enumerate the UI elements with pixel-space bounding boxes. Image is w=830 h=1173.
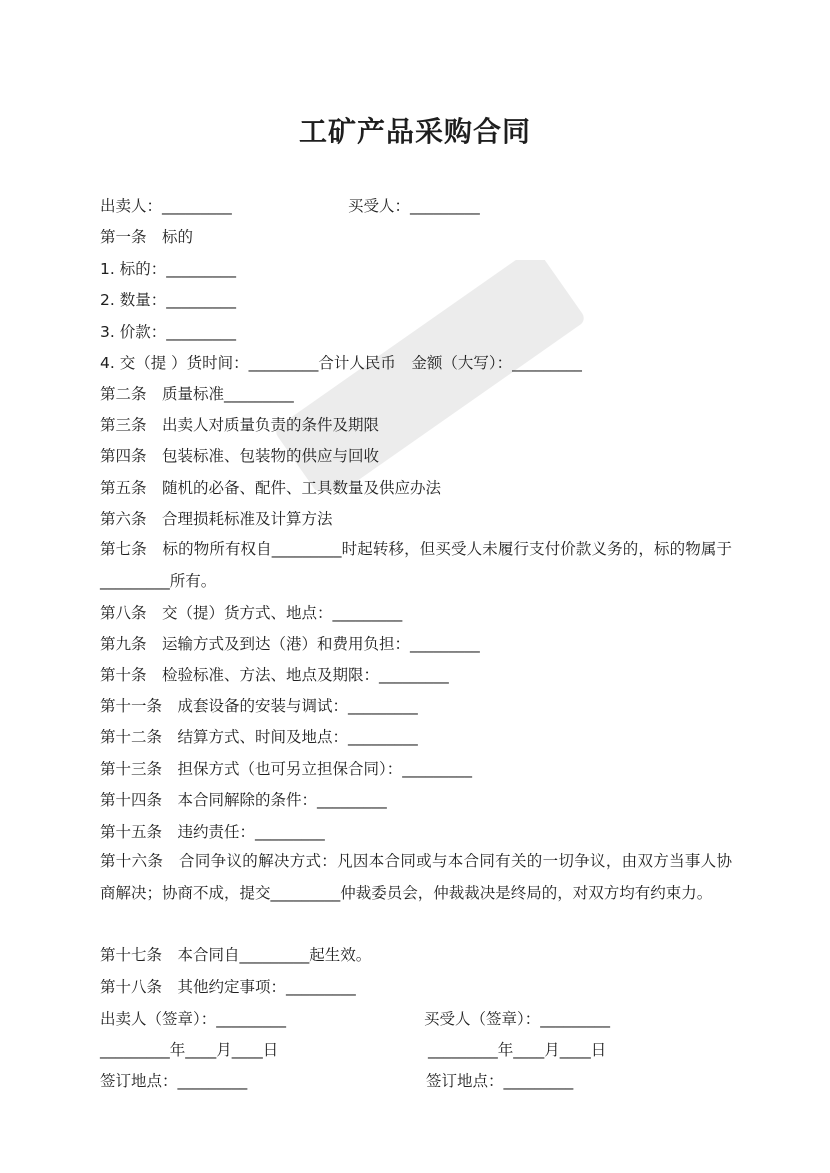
article-7: 第七条 标的物所有权自_________时起转移，但买受人未履行支付价款义务的，标的物属于_________所有。 (100, 540, 732, 590)
seller-sign-place: 签订地点：_________ (100, 1072, 248, 1090)
article-4: 第四条 包装标准、包装物的供应与回收 (100, 447, 380, 465)
seller-label: 出卖人：_________ (100, 197, 232, 215)
article-8: 第八条 交（提）货方式、地点：_________ (100, 604, 403, 622)
article-5: 第五条 随机的必备、配件、工具数量及供应办法 (100, 479, 442, 497)
article-1-item-price: 3. 价款：_________ (100, 323, 236, 341)
article-1: 第一条 标的 (100, 228, 194, 246)
article-18: 第十八条 其他约定事项：_________ (100, 978, 356, 996)
article-1-item-subject: 1. 标的：_________ (100, 260, 236, 278)
buyer-sign-date: _________年____月____日 (428, 1041, 607, 1059)
article-2: 第二条 质量标准_________ (100, 385, 294, 403)
seller-signature: 出卖人（签章）：_________ (100, 1010, 287, 1028)
article-10: 第十条 检验标准、方法、地点及期限：_________ (100, 666, 449, 684)
seller-sign-date: _________年____月____日 (100, 1041, 279, 1059)
buyer-signature: 买受人（签章）：_________ (424, 1010, 611, 1028)
page-title: 工矿产品采购合同 (298, 115, 531, 148)
article-14: 第十四条 本合同解除的条件：_________ (100, 791, 387, 809)
article-12: 第十二条 结算方式、时间及地点：_________ (100, 728, 418, 746)
article-13: 第十三条 担保方式（也可另立担保合同）：_________ (100, 760, 473, 778)
article-16: 第十六条 合同争议的解决方式：凡因本合同或与本合同有关的一切争议，由双方当事人协商解决；协商不成，提交_________仲裁委员会，仲裁裁决是终局的，对双方均有约束力。 (100, 852, 732, 902)
article-9: 第九条 运输方式及到达（港）和费用负担：_________ (100, 635, 480, 653)
buyer-label: 买受人：_________ (348, 197, 480, 215)
article-17: 第十七条 本合同自_________起生效。 (100, 946, 372, 964)
article-6: 第六条 合理损耗标准及计算方法 (100, 510, 333, 528)
article-15: 第十五条 违约责任：_________ (100, 823, 325, 841)
article-3: 第三条 出卖人对质量负责的条件及期限 (100, 416, 380, 434)
article-11: 第十一条 成套设备的安装与调试：_________ (100, 697, 418, 715)
article-1-item-delivery: 4. 交（提 ）货时间：_________合计人民币 金额（大写）：_________ (100, 354, 582, 372)
article-1-item-quantity: 2. 数量：_________ (100, 291, 236, 309)
buyer-sign-place: 签订地点：_________ (426, 1072, 574, 1090)
